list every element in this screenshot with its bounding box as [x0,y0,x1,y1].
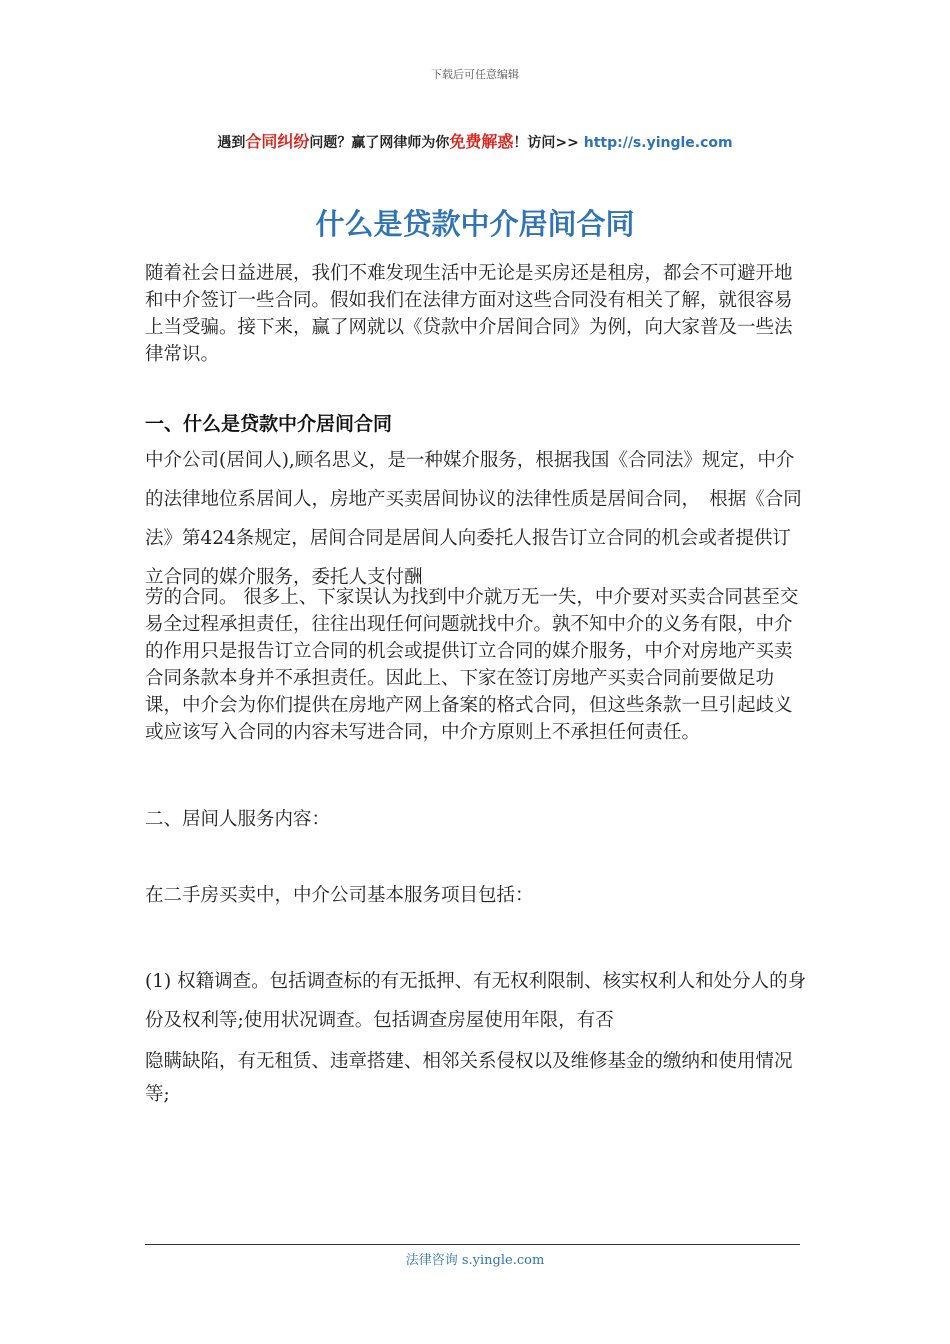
section1-paragraph-b: 劳的合同。 很多上、下家误认为找到中介就万无一失，中介要对买卖合同甚至交易全过程承担责任，往往出现任何问题就找中介。孰不知中介的义务有限，中介的作用只是报告订立合同的机会或提供订立合同的媒介服务，中介对房地产买卖合同条款本身并不承担责任。因此上、下家在签订房地产买卖合同前要做足功课，中介会为你们提供在房地产网上备案的格式合同，但这些条款一旦引起歧义或应该写入合同的内容未写进合同，中介方原则上不承担任何责任。 [145,587,799,743]
ad-highlight-free-answer: 免费解惑 [449,132,514,151]
ad-text-part3: ！访问>> [513,135,584,151]
page-header-note: 下载后可任意编辑 [431,68,519,81]
section2-intro: 在二手房买卖中，中介公司基本服务项目包括： [145,885,534,906]
ad-highlight-contract-dispute: 合同纠纷 [245,132,310,151]
document-title: 什么是贷款中介居间合同 [315,207,635,241]
ad-text-part2: 问题？赢了网律师为你 [309,135,450,151]
ad-banner [0,129,950,152]
section2-heading: 二、居间人服务内容： [145,809,331,830]
footer-text[interactable]: 法律咨询 s.yingle.com [405,1253,545,1268]
footer-divider [145,1244,800,1245]
section1-paragraph-a: 中介公司(居间人),顾名思义，是一种媒介服务，根据我国《合同法》规定，中介的法律地位系居间人，房地产买卖居间协议的法律性质是居间合同， 根据《合同法》第424条规定，居间合同是居间人向委托人报告订立合同的机会或者提供订立合同的媒介服务，委托人支付酬 [145,450,802,588]
list-item-1-part-b: 隐瞒缺陷，有无租赁、违章搭建、相邻关系侵权以及维修基金的缴纳和使用情况等; [145,1051,793,1105]
intro-paragraph: 随着社会日益进展，我们不难发现生活中无论是买房还是租房，都会不可避开地和中介签订一些合同。假如我们在法律方面对这些合同没有相关了解，就很容易上当受骗。接下来，赢了网就以《贷款中介居间合同》为例，向大家普及一些法律常识。 [145,263,793,365]
list-item-1-part-a: (1) 权籍调查。包括调查标的有无抵押、有无权利限制、核实权利人和处分人的身份及权利等;使用状况调查。包括调查房屋使用年限，有否 [145,971,807,1031]
section1-heading: 一、什么是贷款中介居间合同 [145,413,393,435]
ad-text-part1: 遇到 [217,135,246,151]
ad-link[interactable]: http://s.yingle.com [583,135,733,151]
